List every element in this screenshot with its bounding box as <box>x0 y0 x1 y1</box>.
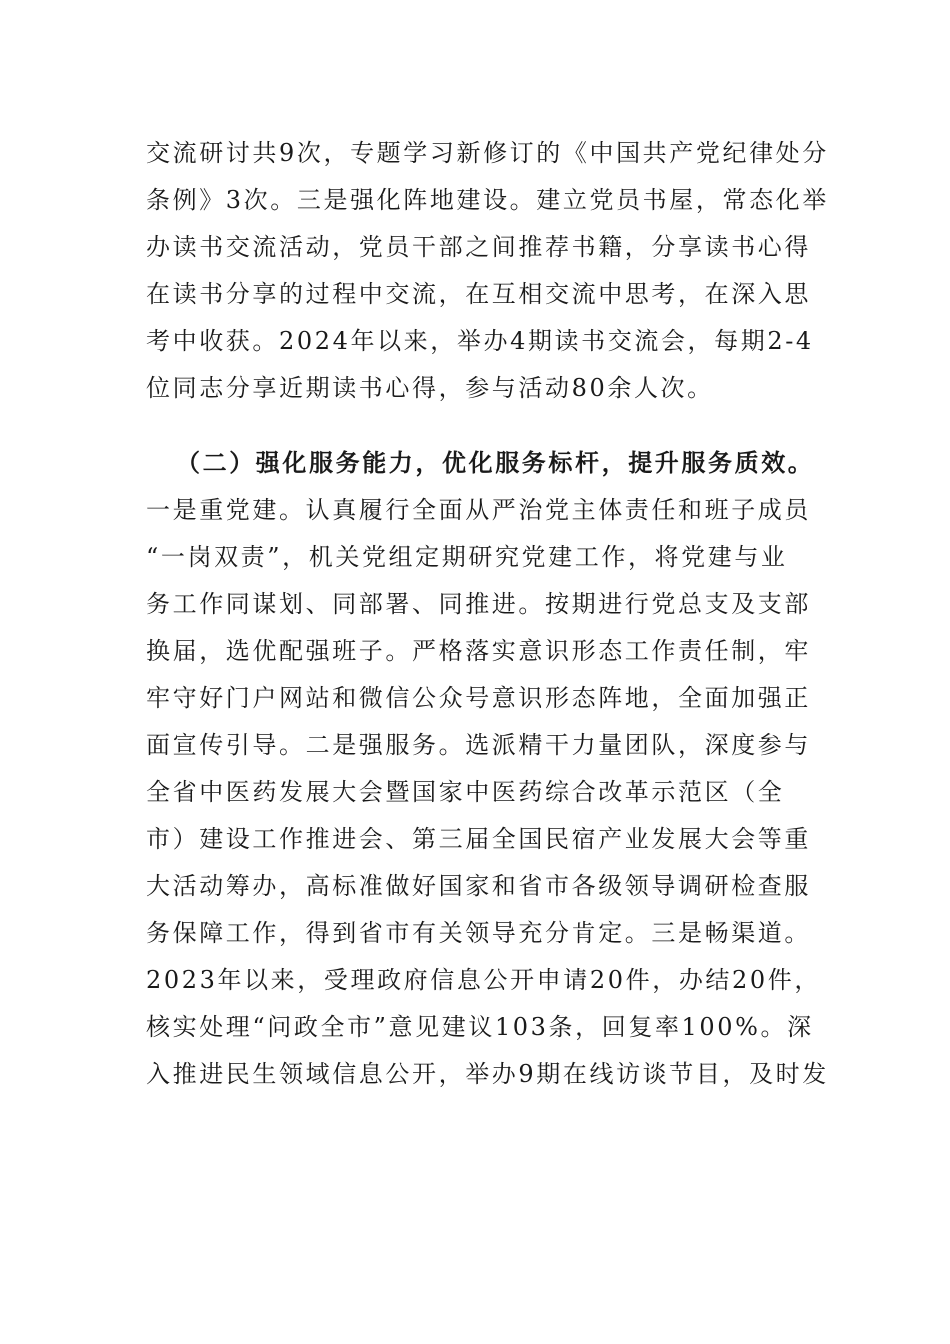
body-text-line: 换届，选优配强班子。严格落实意识形态工作责任制，牢 <box>146 637 811 665</box>
body-text-line: 务工作同谋划、同部署、同推进。按期进行党总支及支部 <box>146 590 811 618</box>
body-text-line: 面宣传引导。二是强服务。选派精干力量团队，深度参与 <box>146 731 811 759</box>
body-text-line: 大活动筹办，高标准做好国家和省市各级领导调研检查服 <box>146 872 811 900</box>
body-text-line: 条例》3次。三是强化阵地建设。建立党员书屋，常态化举 <box>146 186 829 214</box>
body-text-line: 全省中医药发展大会暨国家中医药综合改革示范区（全 <box>146 778 785 806</box>
body-text-line: 办读书交流活动，党员干部之间推荐书籍，分享读书心得 <box>146 233 811 261</box>
body-text-line: 务保障工作，得到省市有关领导充分肯定。三是畅渠道。 <box>146 919 811 947</box>
body-text-line: 交流研讨共9次，专题学习新修订的《中国共产党纪律处分 <box>146 139 829 167</box>
body-text-line: “一岗双责”，机关党组定期研究党建工作，将党建与业 <box>146 543 788 571</box>
body-text-line: 一是重党建。认真履行全面从严治党主体责任和班子成员 <box>146 496 811 524</box>
body-text-line: 市）建设工作推进会、第三届全国民宿产业发展大会等重 <box>146 825 811 853</box>
section-heading: （二）强化服务能力，优化服务标杆，提升服务质效。 <box>176 448 815 477</box>
body-text-line: 在读书分享的过程中交流，在互相交流中思考，在深入思 <box>146 280 811 308</box>
body-text-line: 入推进民生领域信息公开，举办9期在线访谈节目，及时发 <box>146 1060 829 1088</box>
body-text-line: 考中收获。2024年以来，举办4期读书交流会，每期2-4 <box>146 327 814 355</box>
body-text-line: 位同志分享近期读书心得，参与活动80余人次。 <box>146 374 714 402</box>
body-text-line: 牢守好门户网站和微信公众号意识形态阵地，全面加强正 <box>146 684 811 712</box>
body-text-line: 核实处理“问政全市”意见建议103条，回复率100%。深 <box>146 1013 814 1041</box>
body-text-line: 2023年以来，受理政府信息公开申请20件，办结20件， <box>146 966 821 994</box>
